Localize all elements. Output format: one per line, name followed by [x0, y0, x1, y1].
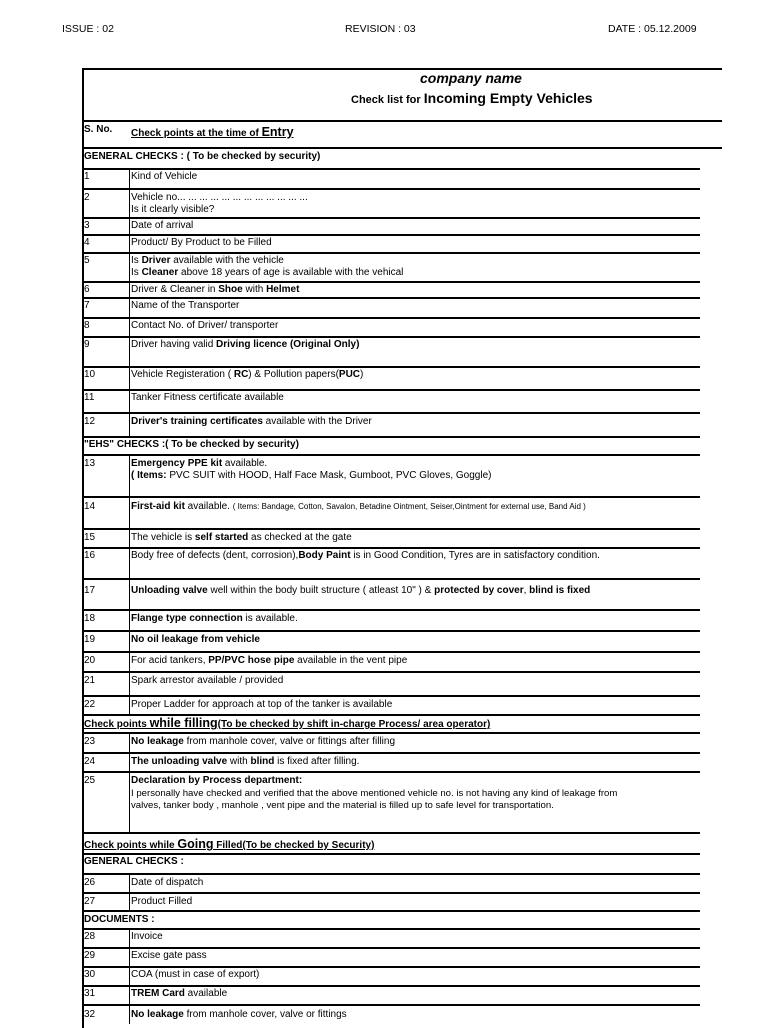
row-text: Date of dispatch [131, 877, 204, 888]
row-line [82, 578, 700, 580]
column-divider-2 [129, 455, 130, 715]
title-divider [82, 120, 722, 122]
row-text: Name of the Transporter [131, 300, 240, 311]
row-text: Declaration by Process department: [131, 775, 303, 786]
row-line [82, 752, 700, 754]
row-text: Tanker Fitness certificate available [131, 392, 284, 403]
row-text: Date of arrival [131, 220, 194, 231]
row-line [82, 671, 700, 673]
row-number: 18 [84, 613, 96, 624]
company-name: company name [420, 70, 522, 86]
row-line [82, 297, 700, 299]
row-text: No leakage from manhole cover, valve or fittings after filling [131, 736, 396, 747]
row-line [82, 732, 700, 734]
row-line [82, 609, 700, 611]
row-line [82, 454, 700, 456]
row-line [82, 832, 700, 834]
row-line [82, 168, 700, 170]
row-text: Contact No. of Driver/ transporter [131, 320, 279, 331]
row-number: 23 [84, 736, 96, 747]
date-label: DATE : 05.12.2009 [608, 23, 697, 35]
row-line [82, 892, 700, 894]
row-line [82, 389, 700, 391]
row-number: 26 [84, 877, 96, 888]
row-text: Proper Ladder for approach at top of the tanker is available [131, 699, 393, 710]
row-line [82, 630, 700, 632]
row-text: Vehicle Registeration ( RC) & Pollution papers(PUC) [131, 369, 364, 380]
row-number: 20 [84, 655, 96, 666]
row-number: 14 [84, 501, 96, 512]
row-line [82, 412, 700, 414]
row-line [82, 853, 700, 855]
row-number: 6 [84, 284, 90, 295]
row-line [82, 281, 700, 283]
row-number: 22 [84, 699, 96, 710]
row-line [82, 528, 700, 530]
row-text: Driver & Cleaner in Shoe with Helmet [131, 284, 300, 295]
row-line [82, 695, 700, 697]
checkpoints-header: Check points at the time of Entry [131, 125, 294, 139]
row-number: 13 [84, 458, 96, 469]
row-text: TREM Card available [131, 988, 228, 999]
row-line [82, 966, 700, 968]
row-text: Product/ By Product to be Filled [131, 237, 272, 248]
row-line [82, 928, 700, 930]
row-text: Driver having valid Driving licence (Original Only) [131, 339, 360, 350]
section-general-checks-2: GENERAL CHECKS : [84, 856, 184, 867]
row-text: I personally have checked and verified that the above mentioned vehicle no. is not having any kind of leakage from [131, 788, 618, 799]
row-text: valves, tanker body , manhole , vent pipe and the material is filled up to safe level for transportation. [131, 800, 554, 811]
row-number: 9 [84, 339, 90, 350]
row-text: First-aid kit available. ( Items: Bandage, Cotton, Savalon, Betadine Ointment, Seiser,Ointment for external use, Band Aid ) [131, 501, 586, 512]
row-number: 27 [84, 896, 96, 907]
row-line [82, 910, 700, 912]
row-text: COA (must in case of export) [131, 969, 260, 980]
row-number: 21 [84, 675, 96, 686]
row-line [82, 188, 700, 190]
issue-label: ISSUE : 02 [62, 23, 114, 35]
row-line [82, 436, 700, 438]
row-number: 3 [84, 220, 90, 231]
row-line [82, 771, 700, 773]
row-text: Vehicle no... ... ... ... ... ... ... ... ... ... ... ... [131, 192, 308, 203]
row-text: For acid tankers, PP/PVC hose pipe available in the vent pipe [131, 655, 408, 666]
row-number: 24 [84, 756, 96, 767]
row-number: 30 [84, 969, 96, 980]
checklist-title: Check list for Incoming Empty Vehicles [351, 90, 593, 106]
row-number: 1 [84, 171, 90, 182]
row-number: 28 [84, 931, 96, 942]
row-number: 16 [84, 550, 96, 561]
column-header-divider [82, 147, 722, 149]
row-line [82, 547, 700, 549]
section-general-checks: GENERAL CHECKS : ( To be checked by security) [84, 151, 321, 162]
row-text: No leakage from manhole cover, valve or fittings [131, 1009, 347, 1020]
row-number: 7 [84, 300, 90, 311]
row-text: Is Driver available with the vehicle [131, 255, 284, 266]
row-number: 4 [84, 237, 90, 248]
row-text: The unloading valve with blind is fixed after filling. [131, 756, 360, 767]
row-line [82, 873, 700, 875]
row-number: 15 [84, 532, 96, 543]
row-number: 8 [84, 320, 90, 331]
row-text: Unloading valve well within the body built structure ( atleast 10" ) & protected by cover, blind is fixed [131, 585, 591, 596]
row-line [82, 947, 700, 949]
row-text: Product Filled [131, 896, 193, 907]
row-text: The vehicle is self started as checked at the gate [131, 532, 352, 543]
row-number: 31 [84, 988, 96, 999]
row-text: Is Cleaner above 18 years of age is available with the vehical [131, 267, 404, 278]
row-number: 2 [84, 192, 90, 203]
row-line [82, 985, 700, 987]
row-text: Is it clearly visible? [131, 204, 215, 215]
row-number: 11 [84, 392, 95, 403]
row-text: Body free of defects (dent, corrosion),Body Paint is in Good Condition, Tyres are in satisfactory condition. [131, 550, 600, 561]
section-while-going: Check points while Going Filled(To be checked by Security) [84, 837, 375, 851]
row-text: Flange type connection is available. [131, 613, 298, 624]
row-text: Spark arrestor available / provided [131, 675, 284, 686]
row-line [82, 651, 700, 653]
row-line [82, 317, 700, 319]
column-divider-1 [129, 169, 130, 437]
row-line [82, 1004, 700, 1006]
row-line [82, 217, 700, 219]
row-text: ( Items: PVC SUIT with HOOD, Half Face Mask, Gumboot, PVC Gloves, Goggle) [131, 470, 492, 481]
row-text: Kind of Vehicle [131, 171, 198, 182]
column-divider-5 [129, 929, 130, 1024]
sno-header: S. No. [84, 124, 113, 135]
row-line [82, 496, 700, 498]
row-line [82, 366, 700, 368]
row-number: 32 [84, 1009, 96, 1020]
column-divider-3 [129, 733, 130, 833]
row-line [82, 252, 700, 254]
section-while-filling: Check points while filling(To be checked by shift in-charge Process/ area operator) [84, 716, 491, 730]
row-number: 5 [84, 255, 90, 266]
row-number: 29 [84, 950, 96, 961]
row-number: 19 [84, 634, 96, 645]
row-number: 12 [84, 416, 96, 427]
row-text: Invoice [131, 931, 163, 942]
row-line [82, 234, 700, 236]
row-line [82, 336, 700, 338]
row-text: Emergency PPE kit available. [131, 458, 268, 469]
row-text: Excise gate pass [131, 950, 207, 961]
row-text: Driver's training certificates available with the Driver [131, 416, 372, 427]
row-number: 25 [84, 775, 96, 786]
row-text: No oil leakage from vehicle [131, 634, 260, 645]
row-number: 10 [84, 369, 96, 380]
section-documents: DOCUMENTS : [84, 914, 155, 925]
section-ehs-checks: "EHS" CHECKS :( To be checked by security) [84, 439, 299, 450]
row-number: 17 [84, 585, 96, 596]
revision-label: REVISION : 03 [345, 23, 416, 35]
